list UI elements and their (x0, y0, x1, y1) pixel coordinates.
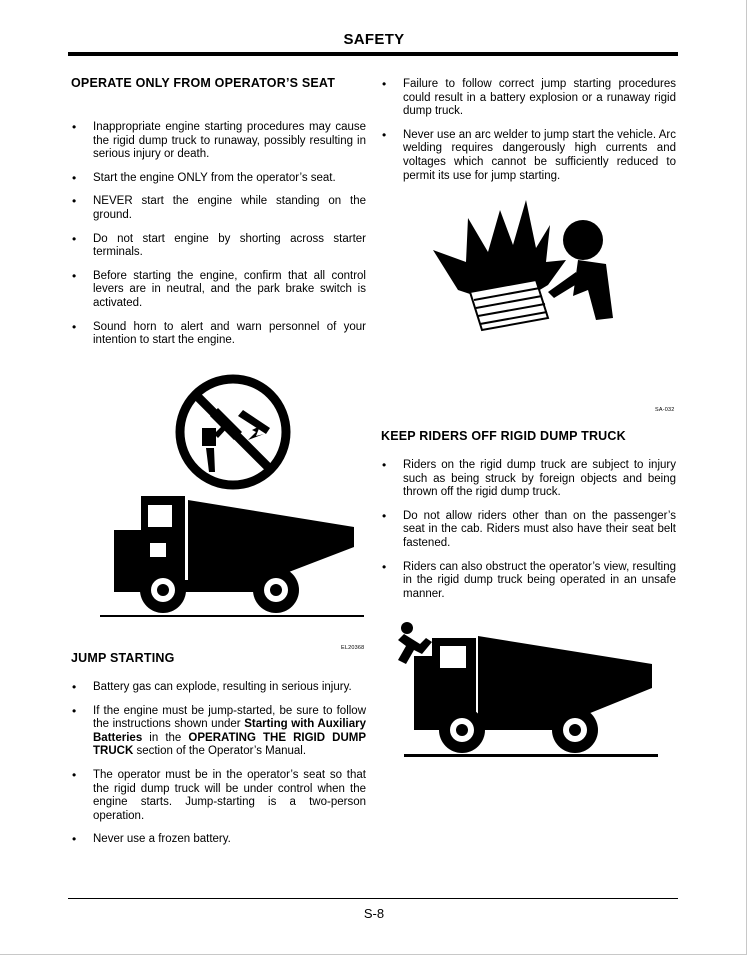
list-item: • Start the engine ONLY from the operator’s seat. (71, 172, 366, 186)
dump-truck-icon (100, 496, 364, 617)
rider-on-truck-figure (392, 618, 662, 760)
list-item: • Riders can also obstruct the operator’s view, resulting in the rigid dump truck being operated in an unsafe manner. (381, 561, 676, 602)
page-number: S-8 (363, 906, 385, 921)
list-item: • Never use a frozen battery. (71, 833, 366, 847)
jump-ref-section: OPERATING THE RIGID DUMP TRUCK (93, 731, 366, 758)
list-item: • Failure to follow correct jump starting procedures could result in a battery explosion or a runaway rigid dump truck. (381, 78, 676, 119)
figure-code-right: SA-032 (655, 407, 675, 413)
list-item: • Battery gas can explode, resulting in serious injury. (71, 681, 366, 695)
battery-explosion-icon (433, 200, 613, 330)
page-title: SAFETY (343, 31, 405, 48)
list-item: • Sound horn to alert and warn personnel of your intention to start the engine. (71, 321, 366, 348)
jump-text-3: section of the Operator’s Manual. (133, 745, 307, 758)
list-item: • Do not start engine by shorting across starter terminals. (71, 233, 366, 260)
heading-operate-seat: OPERATE ONLY FROM OPERATOR’S SEAT (71, 76, 336, 90)
list-item: • Before starting the engine, confirm that all control levers are in neutral, and the park brake switch is activated. (71, 270, 366, 311)
heading-keep-riders: KEEP RIDERS OFF RIGID DUMP TRUCK (381, 429, 626, 443)
jump-text-1: If the engine must be jump-started, be sure to follow the instructions shown under (93, 704, 366, 731)
list-item: • NEVER start the engine while standing on the ground. (71, 195, 366, 222)
list-item: • Never use an arc welder to jump start the vehicle. Arc welding requires dangerously high currents and voltages which cannot be sufficiently reduced to permit its use for jump starting. (381, 129, 676, 183)
no-ground-start-prohibition-icon (180, 379, 286, 485)
operate-seat-list (71, 121, 366, 358)
battery-explosion-figure (428, 200, 618, 350)
jump-starting-list (71, 681, 366, 857)
list-item: • Inappropriate engine starting procedures may cause the rigid dump truck to runaway, possibly resulting in serious injury or death. (71, 121, 366, 162)
footer-rule (68, 898, 678, 899)
riders-list (381, 459, 676, 611)
list-item: • Riders on the rigid dump truck are subject to injury such as being struck by foreign objects and being thrown off the rigid dump truck. (381, 459, 676, 500)
jump-right-list (381, 78, 676, 193)
figure-code-left: EL20368 (341, 645, 365, 651)
header-rule (68, 52, 678, 56)
list-item: • Do not allow riders other than on the passenger’s seat in the cab. Riders must also have their seat belt fastened. (381, 510, 676, 551)
list-item: • The operator must be in the operator’s seat so that the rigid dump truck will be under control when the engine starts. Jump-starting is a two-person operation. (71, 769, 366, 823)
list-item (71, 705, 366, 759)
jump-ref-starting: Starting with Auxiliary Batteries (93, 718, 366, 744)
heading-jump-starting: JUMP STARTING (71, 651, 175, 665)
jump-text-2: in the (142, 731, 189, 744)
no-ground-start-figure (98, 370, 368, 620)
rider-on-truck-icon (398, 622, 658, 757)
